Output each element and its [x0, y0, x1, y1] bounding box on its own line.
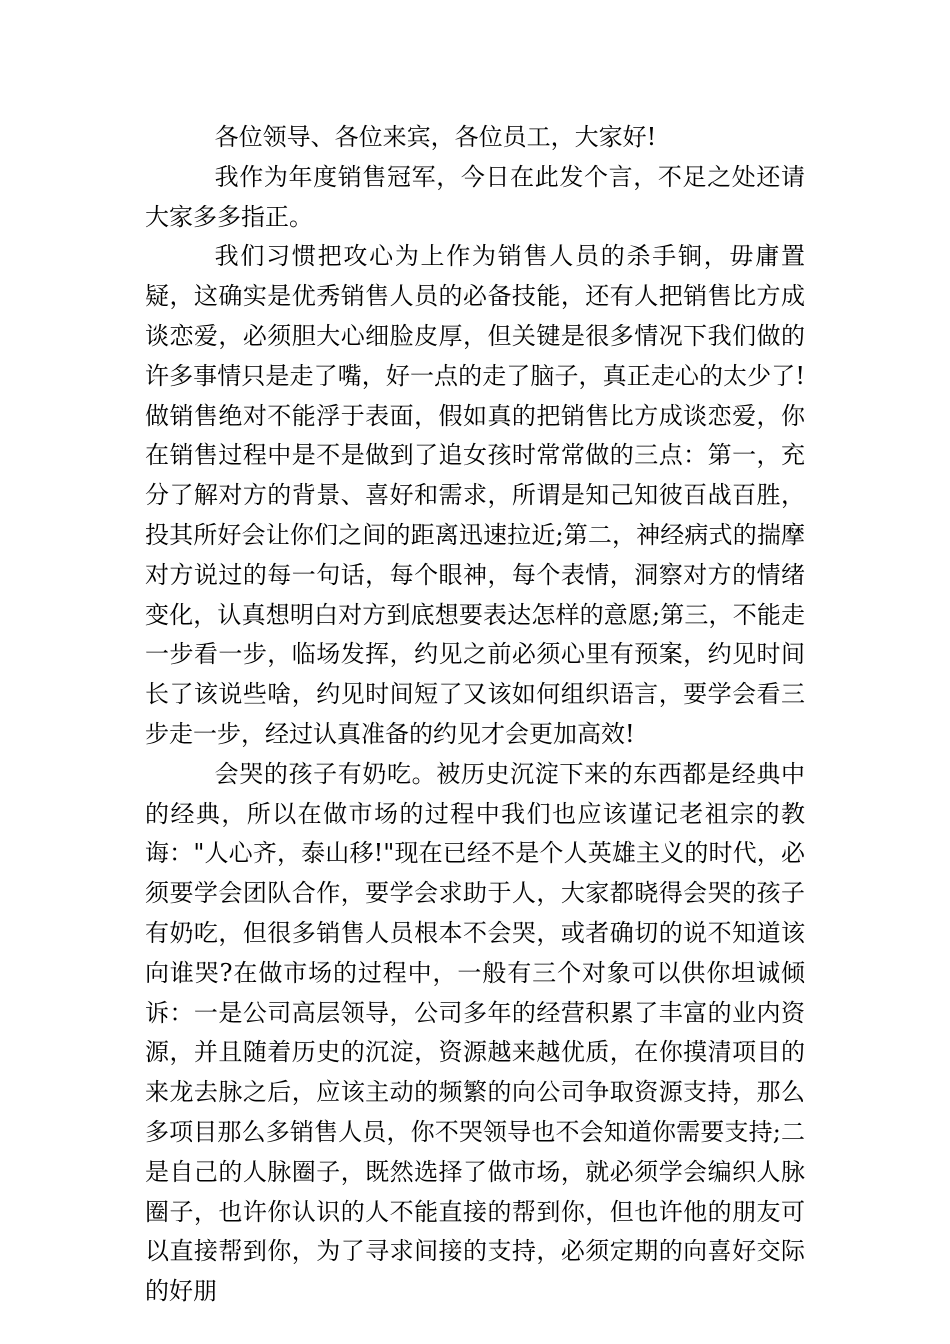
paragraph-sales-technique: 我们习惯把攻心为上作为销售人员的杀手锏，毋庸置疑，这确实是优秀销售人员的必备技能，还有人把销售比方成谈恋爱，必须胆大心细脸皮厚，但关键是很多情况下我们做的许多事情只是走了嘴，好一点的走了脑子，真正走心的太少了!做销售绝对不能浮于表面，假如真的把销售比方成谈恋爱，你在销售过程中是不是做到了追女孩时常常做的三点：第一，充分了解对方的背景、喜好和需求，所谓是知己知彼百战百胜，投其所好会让你们之间的距离迅速拉近;第二，神经病式的揣摩对方说过的每一句话，每个眼神，每个表情，洞察对方的情绪变化，认真想明白对方到底想要表达怎样的意愿;第三，不能走一步看一步，临场发挥，约见之前必须心里有预案，约见时间长了该说些啥，约见时间短了又该如何组织语言，要学会看三步走一步，经过认真准备的约见才会更加高效!	[145, 242, 805, 748]
speech-text	[145, 118, 805, 1312]
paragraph-introduction: 我作为年度销售冠军，今日在此发个言，不足之处还请大家多多指正。	[145, 162, 805, 231]
paragraph-greeting: 各位领导、各位来宾，各位员工，大家好!	[214, 123, 657, 151]
paragraph-teamwork: 会哭的孩子有奶吃。被历史沉淀下来的东西都是经典中的经典，所以在做市场的过程中我们也应该谨记老祖宗的教诲："人心齐，泰山移!"现在已经不是个人英雄主义的时代，必须要学会团队合作，要学会求助于人，大家都晓得会哭的孩子有奶吃，但很多销售人员根本不会哭，或者确切的说不知道该向谁哭?在做市场的过程中，一般有三个对象可以供你坦诚倾诉：一是公司高层领导，公司多年的经营积累了丰富的业内资源，并且随着历史的沉淀，资源越来越优质，在你摸清项目的来龙去脉之后，应该主动的频繁的向公司争取资源支持，那么多项目那么多销售人员，你不哭领导也不会知道你需要支持;二是自己的人脉圈子，既然选择了做市场，就必须学会编织人脉圈子，也许你认识的人不能直接的帮到你，但也许他的朋友可以直接帮到你，为了寻求间接的支持，必须定期的向喜好交际的好朋	[145, 759, 805, 1306]
